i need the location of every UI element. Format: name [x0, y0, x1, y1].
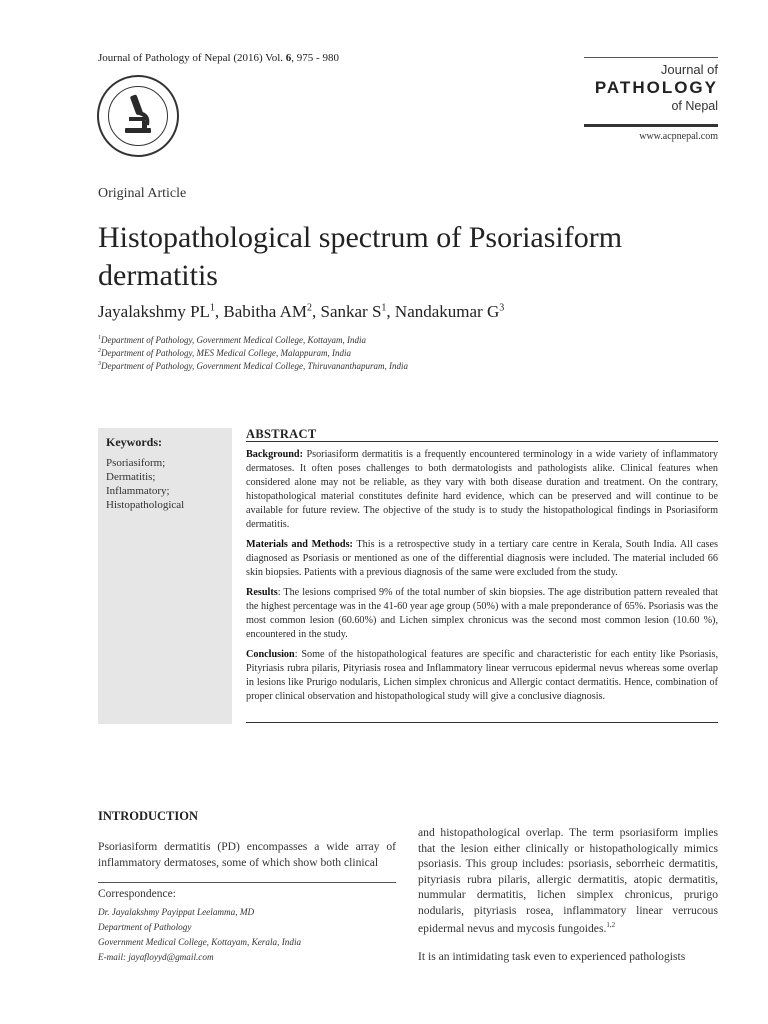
journal-logo-line2: PATHOLOGY	[594, 78, 718, 97]
keyword-item: Psoriasiform;	[106, 457, 166, 469]
affiliation-sup: 1	[98, 335, 101, 341]
correspondence-line: Dr. Jayalakshmy Payippat Leelamma, MD	[98, 907, 255, 917]
abstract-background	[246, 448, 718, 532]
journal-logo	[584, 57, 718, 114]
correspondence-email[interactable]: E-mail: jayafloyyd@gmail.com	[98, 952, 214, 962]
author-list	[98, 302, 504, 322]
affiliation	[98, 335, 366, 345]
abstract-section-text: : The lesions comprised 9% of the total number of skin biopsies. The age distribution pattern revealed that the highest percentage was in the 41-60 year age group (50%) with a male preponderance of 65%. Psoriasis was the most common lesion (60.60%) and Lichen simplex chronicus was the second most common lesion (10.60 %), encountered in the study.	[246, 587, 718, 640]
abstract-section-label: Materials and Methods:	[246, 539, 353, 550]
seal-inner-ring	[108, 86, 168, 146]
author-name: Nandakumar G	[394, 302, 500, 321]
abstract-section-label: Results	[246, 587, 278, 598]
keyword-item: Inflammatory;	[106, 485, 170, 497]
journal-citation	[98, 52, 339, 64]
article-type: Original Article	[98, 186, 187, 201]
abstract-section-text: This is a retrospective study in a tertiary care centre in Kerala, South India. All cases diagnosed as Psoriasis or mentioned as one of the differential diagnosis were included. The material included 66 skin biopsies. Patients with a previous diagnosis of the same were excluded from the study.	[246, 539, 718, 578]
intro-paragraph-col1: Psoriasiform dermatitis (PD) encompasses a wide array of inflammatory dermatoses, some of which show both clinical	[98, 840, 396, 869]
citation-volume: 6	[285, 52, 292, 64]
keyword-item: Dermatitis;	[106, 471, 156, 483]
intro-col2-text: and histopathological overlap. The term psoriasiform implies that the lesion either clinically or histopathologically mimics psoriasis. This group includes: psoriasis, seborrheic dermatitis, pityriasis rubra pilaris, allergic dermatitis, atopic dermatitis, nummular dermatitis, lichen simplex chronicus, prurigo nodularis, pityriasis rosea, inflammatory linear verrucous epidermal nevus and mycosis fungoides.	[418, 826, 718, 935]
affiliation-sup: 2	[98, 348, 101, 354]
author-affil-sup: 1	[209, 302, 215, 314]
intro-paragraph-col2-next: It is an intimidating task even to experienced pathologists	[418, 950, 686, 963]
society-seal-logo	[97, 75, 179, 157]
logo-bottom-rule	[584, 124, 718, 127]
affiliation-text: Department of Pathology, Government Medical College, Thiruvananthapuram, India	[101, 361, 408, 371]
affiliation	[98, 361, 408, 371]
correspondence-heading: Correspondence:	[98, 888, 176, 900]
keyword-item: Histopathological	[106, 499, 185, 511]
article-title: Histopathological spectrum of Psoriasiform dermatitis	[98, 221, 623, 292]
author-name: Babitha AM	[223, 302, 307, 321]
correspondence-line: Department of Pathology	[98, 922, 192, 932]
intro-paragraph-col2	[418, 825, 718, 936]
author-affil-sup: 3	[499, 302, 505, 314]
reference-sup[interactable]: 1,2	[606, 921, 616, 929]
keywords-heading: Keywords:	[106, 435, 162, 449]
affiliation	[98, 348, 351, 358]
journal-url[interactable]: www.acpnepal.com	[639, 131, 718, 142]
author-affil-sup: 2	[307, 302, 312, 314]
abstract-section-label: Conclusion	[246, 649, 295, 660]
author-separator: ,	[312, 302, 321, 321]
abstract-section-label: Background:	[246, 449, 303, 460]
abstract-top-rule	[246, 441, 718, 442]
abstract-conclusion	[246, 648, 718, 704]
correspondence-rule	[98, 882, 396, 883]
abstract-bottom-rule	[246, 722, 718, 723]
affiliation-text: Department of Pathology, MES Medical College, Malappuram, India	[101, 348, 351, 358]
affiliation-sup: 3	[98, 361, 101, 367]
abstract-methods	[246, 538, 718, 580]
journal-logo-line3: of Nepal	[671, 99, 718, 113]
citation-pages: , 975 - 980	[291, 52, 339, 64]
author-separator: ,	[214, 302, 224, 321]
author-separator: ,	[386, 302, 395, 321]
introduction-heading: INTRODUCTION	[98, 809, 199, 823]
abstract-heading: ABSTRACT	[246, 427, 317, 441]
author-affil-sup: 1	[381, 302, 387, 314]
author-name: Jayalakshmy PL	[98, 302, 210, 321]
affiliation-text: Department of Pathology, Government Medical College, Kottayam, India	[101, 335, 366, 345]
correspondence-line: Government Medical College, Kottayam, Kerala, India	[98, 937, 302, 947]
citation-prefix: Journal of Pathology of Nepal (2016) Vol.	[98, 52, 286, 64]
journal-logo-line1: Journal of	[660, 62, 718, 77]
abstract-results	[246, 586, 718, 642]
abstract-section-text: : Some of the histopathological features are specific and characteristic for each entity like Psoriasis, Pityriasis rubra pilaris, Pityriasis rosea and Inflammatory linear verrucous epidermal nevus whereas some overlap in lesions like Prurigo nodularis, Lichen simplex chronicus and Allergic contact dermatitis. Hence, combination of proper clinical observation and histopathological study will give a conclusive diagnosis.	[246, 649, 718, 702]
abstract-section-text: Psoriasiform dermatitis is a frequently encountered terminology in a wide variety of inflammatory dermatoses. It often poses challenges to both dermatologists and pathologists alike. Clinical features when considered alone may not be reliable, as they vary with both disease duration and treatment. On the contrary, histopathological material constitutes definite hard evidence, which can be preserved and will continue to be available for future review. The objective of the study is to study the histopathological findings in Psoriasiform dermatitis.	[246, 449, 718, 530]
microscope-icon	[109, 87, 165, 143]
author-name: Sankar S	[320, 302, 382, 321]
